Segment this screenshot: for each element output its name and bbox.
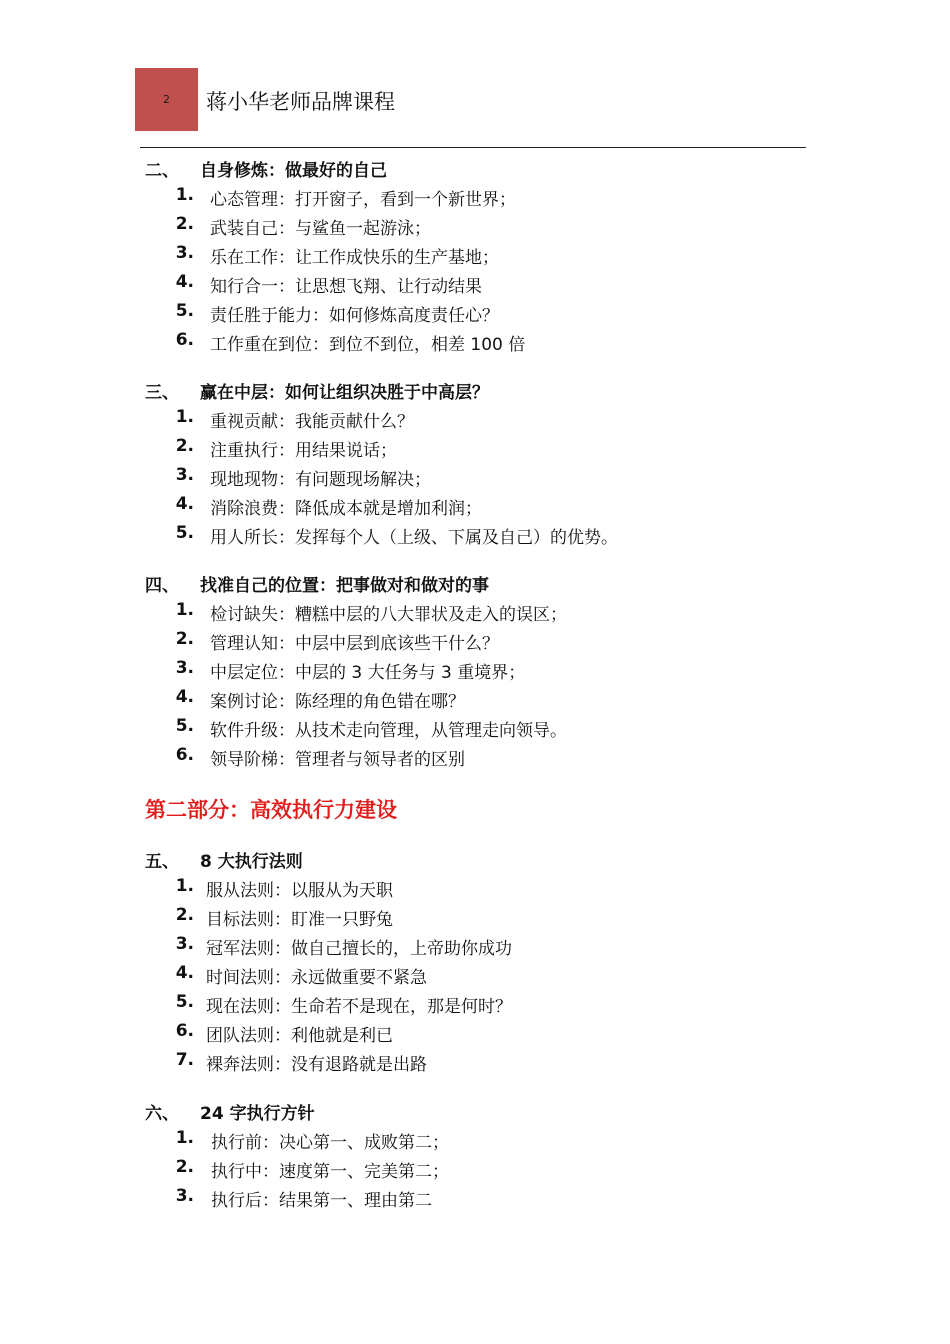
- list-item: 责任胜于能力：如何修炼高度责任心？: [210, 306, 499, 326]
- section-number: 二、: [145, 161, 179, 181]
- list-item: 目标法则：盯准一只野兔: [206, 910, 393, 930]
- section-title: 8 大执行法则: [200, 852, 303, 872]
- list-item: 领导阶梯：管理者与领导者的区别: [210, 750, 465, 770]
- list-item: 软件升级：从技术走向管理，从管理走向领导。: [210, 721, 567, 741]
- list-item-number: 6.: [175, 330, 194, 350]
- section-number: 三、: [145, 383, 179, 403]
- list-item-number: 2.: [175, 214, 194, 234]
- list-item-number: 3.: [175, 1186, 194, 1206]
- section-title: 找准自己的位置：把事做对和做对的事: [200, 576, 489, 596]
- list-item: 消除浪费：降低成本就是增加利润；: [210, 499, 482, 519]
- page-number: 2: [163, 93, 170, 106]
- list-item-number: 5.: [175, 301, 194, 321]
- list-item: 执行中：速度第一、完美第二；: [211, 1162, 449, 1182]
- section-number: 五、: [145, 852, 179, 872]
- list-item: 执行前：决心第一、成败第二；: [211, 1133, 449, 1153]
- list-item-number: 6.: [175, 745, 194, 765]
- list-item: 乐在工作：让工作成快乐的生产基地；: [210, 248, 499, 268]
- list-item: 知行合一：让思想飞翔、让行动结果: [210, 277, 482, 297]
- list-item-number: 3.: [175, 658, 194, 678]
- list-item: 重视贡献：我能贡献什么？: [210, 412, 414, 432]
- list-item: 注重执行：用结果说话；: [210, 441, 397, 461]
- list-item-number: 2.: [175, 905, 194, 925]
- list-item-number: 3.: [175, 243, 194, 263]
- section-title: 自身修炼：做最好的自己: [200, 161, 387, 181]
- list-item: 案例讨论：陈经理的角色错在哪？: [210, 692, 465, 712]
- list-item-number: 5.: [175, 523, 194, 543]
- section-title: 赢在中层：如何让组织决胜于中高层？: [200, 383, 489, 403]
- section-number: 四、: [145, 576, 179, 596]
- list-item: 用人所长：发挥每个人（上级、下属及自己）的优势。: [210, 528, 618, 548]
- list-item: 冠军法则：做自己擅长的，上帝助你成功: [206, 939, 512, 959]
- list-item-number: 1.: [175, 185, 194, 205]
- list-item-number: 3.: [175, 465, 194, 485]
- list-item: 裸奔法则：没有退路就是出路: [206, 1055, 427, 1075]
- list-item: 时间法则：永远做重要不紧急: [206, 968, 427, 988]
- list-item-number: 4.: [175, 272, 194, 292]
- list-item: 检讨缺失：糟糕中层的八大罪状及走入的误区；: [210, 605, 567, 625]
- list-item-number: 2.: [175, 436, 194, 456]
- list-item-number: 3.: [175, 934, 194, 954]
- list-item: 执行后：结果第一、理由第二: [211, 1191, 432, 1211]
- list-item: 管理认知：中层中层到底该些干什么？: [210, 634, 499, 654]
- section-number: 六、: [145, 1104, 179, 1124]
- list-item-number: 1.: [175, 1128, 194, 1148]
- list-item-number: 4.: [175, 963, 194, 983]
- list-item-number: 1.: [175, 600, 194, 620]
- list-item-number: 6.: [175, 1021, 194, 1041]
- list-item-number: 5.: [175, 992, 194, 1012]
- list-item-number: 1.: [175, 407, 194, 427]
- list-item: 服从法则：以服从为天职: [206, 881, 393, 901]
- list-item: 团队法则：利他就是利已: [206, 1026, 393, 1046]
- list-item: 中层定位：中层的 3 大任务与 3 重境界；: [210, 663, 526, 683]
- part-title: 第二部分：高效执行力建设: [145, 798, 397, 822]
- header-title: 蒋小华老师品牌课程: [206, 90, 395, 114]
- list-item-number: 7.: [175, 1050, 194, 1070]
- list-item: 武装自己：与鲨鱼一起游泳；: [210, 219, 431, 239]
- list-item-number: 1.: [175, 876, 194, 896]
- list-item: 现地现物：有问题现场解决；: [210, 470, 431, 490]
- list-item-number: 2.: [175, 1157, 194, 1177]
- list-item-number: 5.: [175, 716, 194, 736]
- list-item-number: 4.: [175, 494, 194, 514]
- section-title: 24 字执行方针: [200, 1104, 315, 1124]
- list-item: 心态管理：打开窗子，看到一个新世界；: [210, 190, 516, 210]
- list-item: 现在法则：生命若不是现在，那是何时？: [206, 997, 512, 1017]
- list-item-number: 4.: [175, 687, 194, 707]
- list-item-number: 2.: [175, 629, 194, 649]
- list-item: 工作重在到位：到位不到位，相差 100 倍: [210, 335, 526, 355]
